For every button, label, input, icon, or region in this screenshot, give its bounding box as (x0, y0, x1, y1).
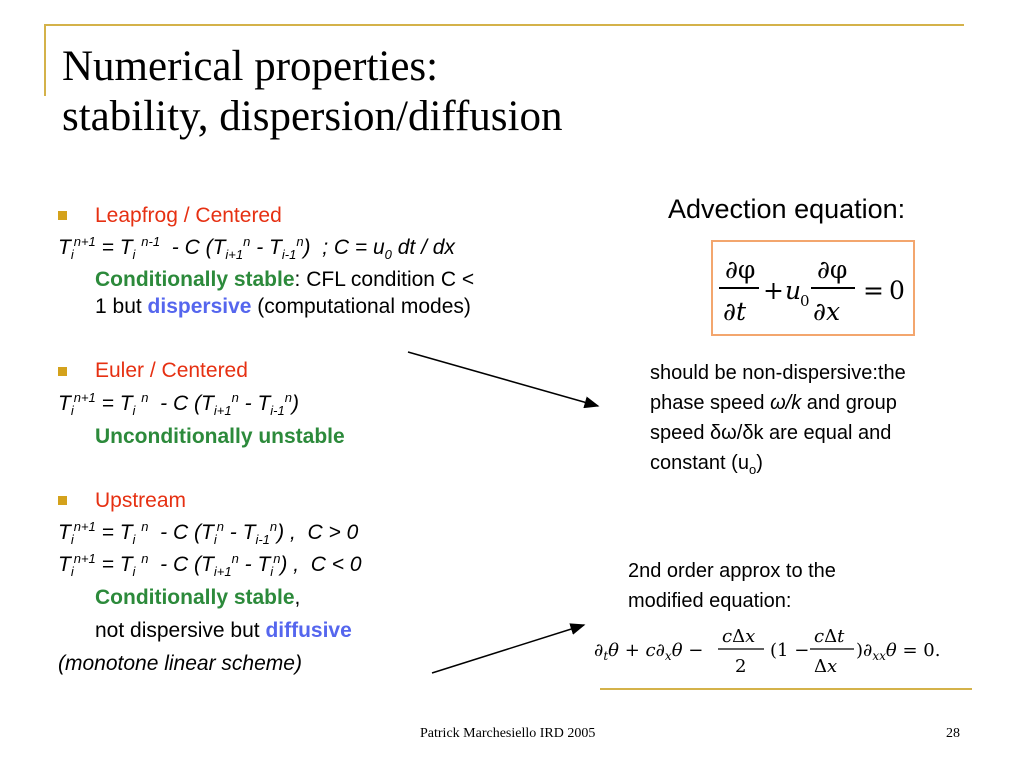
title-line-1: Numerical properties: (62, 43, 439, 90)
upstream-diffusive-label: diffusive (265, 619, 352, 642)
upstream-stable-label: Conditionally stable (95, 586, 295, 609)
note-omega-k: ω/k (770, 392, 802, 414)
note-phase-speed: phase speed (650, 392, 771, 414)
upstream-not-dispersive-text: not dispersive but (95, 619, 266, 642)
euler-heading: Euler / Centered (95, 359, 248, 382)
advection-title: Advection equation: (668, 194, 906, 224)
leapfrog-modes-text: (computational modes) (251, 295, 471, 318)
monotone-scheme-note: (monotone linear scheme) (58, 652, 302, 675)
svg-text:∂x: ∂x (813, 297, 841, 326)
arrow-to-modified-equation (432, 625, 584, 673)
svg-text:0: 0 (800, 292, 810, 310)
svg-text:∂tθ + c∂xθ −: $\partial_t\theta + c\partial_x\theta$ − (594, 640, 704, 663)
svg-text:0: 0 (889, 276, 905, 305)
svg-text:∂t: ∂t (723, 297, 746, 326)
upstream-comma: , (294, 586, 301, 609)
svg-text:cΔt: cΔt (814, 626, 845, 647)
euler-unstable-label: Unconditionally unstable (95, 425, 345, 448)
euler-equation: $T_i^{n+1} = T_i$ $^n$ - C $(T_{i+1}^n - T_{i-1}^n)$ (58, 390, 299, 419)
note-close-paren: ) (756, 452, 763, 474)
svg-text:Δx: Δx (814, 656, 838, 677)
svg-text:∂φ: ∂φ (725, 255, 756, 284)
approx-line-2: modified equation: (628, 590, 792, 612)
svg-text:cΔx: cΔx (722, 626, 756, 647)
arrow-to-dispersion-note (408, 352, 598, 406)
page-number: 28 (946, 726, 960, 741)
svg-text:)∂xxθ = 0.: )$\partial_{xx}\theta = 0$. (856, 640, 941, 663)
svg-text:+: + (763, 276, 784, 305)
svg-text:=: = (863, 276, 884, 305)
leapfrog-equation: $T_i^{n+1} = T_i$ $^{n-1}$ - C $(T_{i+1}^n - T_{i-1}^n)$ ; $C = u_0$ dt / dx (58, 234, 455, 263)
footer-author: Patrick Marchesiello IRD 2005 (420, 726, 596, 741)
title-line-2: stability, dispersion/diffusion (62, 93, 563, 140)
note-and-group: and group (801, 392, 897, 414)
upstream-equation-negative: $T_i^{n+1} = T_i$ $^n$ - C $(T_{i+1}^n - T_i^n)$ , C < 0 (58, 551, 362, 580)
note-subscript-o: o (748, 462, 757, 477)
note-line-3: speed δω/δk are equal and (650, 422, 892, 444)
upstream-equation-positive: $T_i^{n+1} = T_i$ $^n$ - C $(T_i^n - T_{i-1}^n)$ , C > 0 (58, 519, 359, 548)
leapfrog-stable-label: Conditionally stable (95, 268, 295, 291)
leapfrog-but-text: 1 but (95, 295, 148, 318)
leapfrog-cfl-text: : CFL condition C < (294, 268, 475, 291)
note-constant: constant (u (650, 452, 749, 474)
svg-text:(1 −: (1 − (770, 640, 810, 661)
upstream-heading: Upstream (95, 489, 187, 512)
leapfrog-dispersive-label: dispersive (147, 295, 252, 318)
svg-text:∂φ: ∂φ (817, 255, 848, 284)
note-line-1: should be non-dispersive:the (650, 362, 906, 384)
svg-text:u: u (785, 276, 802, 305)
approx-line-1: 2nd order approx to the (628, 560, 836, 582)
svg-text:2: 2 (735, 656, 747, 677)
leapfrog-heading: Leapfrog / Centered (95, 204, 282, 227)
